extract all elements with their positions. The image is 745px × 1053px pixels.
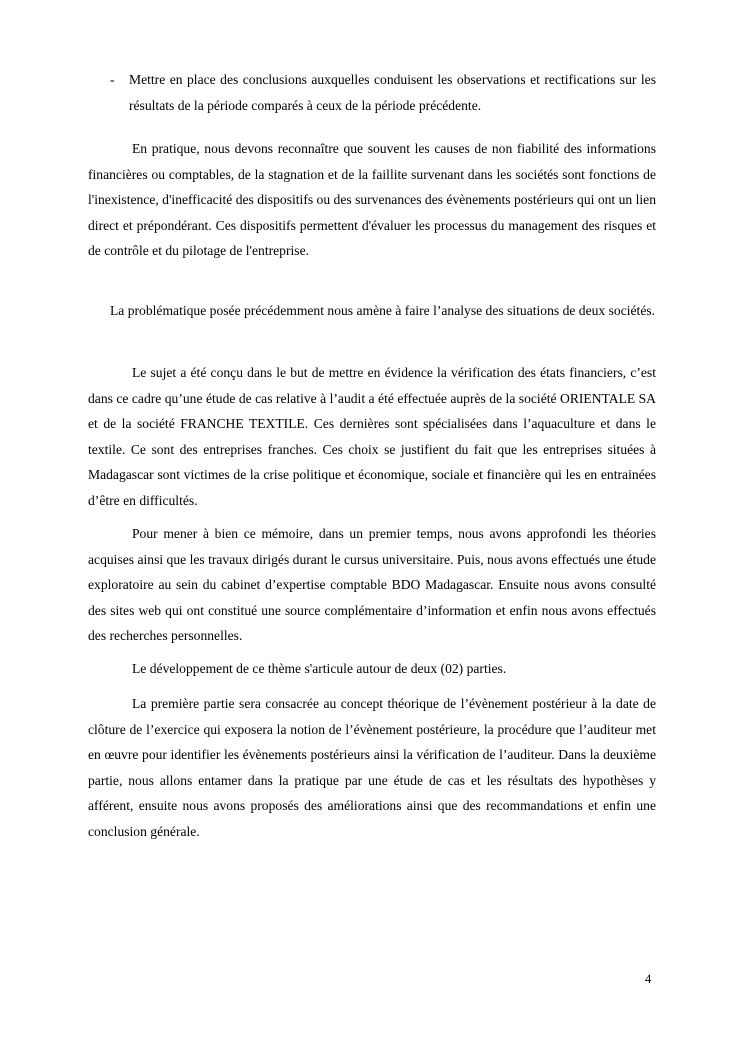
bullet-item xyxy=(88,67,656,118)
paragraph-methodologie: Pour mener à bien ce mémoire, dans un premier temps, nous avons approfondi les théories acquises ainsi que les travaux dirigés durant le cursus universitaire. Puis, nous avons effectués une étude exploratoire au sein du cabinet d’expertise comptable BDO Madagascar. Ensuite nous avons consulté des sites web qui ont constitué une source complémentaire d’information et enfin nous avons effectués des recherches personnelles. xyxy=(88,526,656,644)
paragraph-problematique: La problématique posée précédemment nous amène à faire l’analyse des situations de deux sociétés. xyxy=(110,303,656,318)
paragraph-block-3 xyxy=(88,360,656,514)
paragraph-block-4 xyxy=(88,521,656,649)
paragraph-developpement: Le développement de ce thème s'articule autour de deux (02) parties. xyxy=(132,661,507,676)
bullet-text: Mettre en place des conclusions auxquelles conduisent les observations et rectifications sur les résultats de la période comparés à ceux de la période précédente. xyxy=(129,72,656,113)
page-number: 4 xyxy=(645,972,652,986)
paragraph-block-2 xyxy=(88,298,656,324)
paragraph-parties: La première partie sera consacrée au concept théorique de l’évènement postérieur à la date de clôture de l’exercice qui exposera la notion de l’évènement postérieure, la procédure que l’auditeur met en œuvre pour identifier les évènements postérieurs ainsi la vérification de l’auditeur. Dans la deuxième partie, nous allons entamer dans la pratique par une étude de cas et les résultats des hypothèses y afférent, ensuite nous avons proposés des améliorations ainsi que des recommandations et enfin une conclusion générale. xyxy=(88,696,656,839)
paragraph-block-1 xyxy=(88,136,656,264)
paragraph-block-5 xyxy=(88,656,656,682)
paragraph-pratique: En pratique, nous devons reconnaître que souvent les causes de non fiabilité des informations financières ou comptables, de la stagnation et de la faillite survenant dans les sociétés sont fonctions de l'inexistence, d'inefficacité des dispositifs ou des survenances des évènements postérieurs qui ont un lien direct et prépondérant. Ces dispositifs permettent d'évaluer les processus du management des risques et de contrôle et du pilotage de l'entreprise. xyxy=(88,141,656,259)
paragraph-block-6 xyxy=(88,691,656,845)
bullet-marker: - xyxy=(110,72,115,87)
paragraph-sujet: Le sujet a été conçu dans le but de mettre en évidence la vérification des états financiers, c’est dans ce cadre qu’une étude de cas relative à l’audit a été effectuée auprès de la société ORIENTALE SA et de la société FRANCHE TEXTILE. Ces dernières sont spécialisées dans l’aquaculture et dans le textile. Ce sont des entreprises franches. Ces choix se justifient du fait que les entreprises situées à Madagascar sont victimes de la crise politique et économique, sociale et financière qui les en entrainées d’être en difficultés. xyxy=(88,365,656,508)
